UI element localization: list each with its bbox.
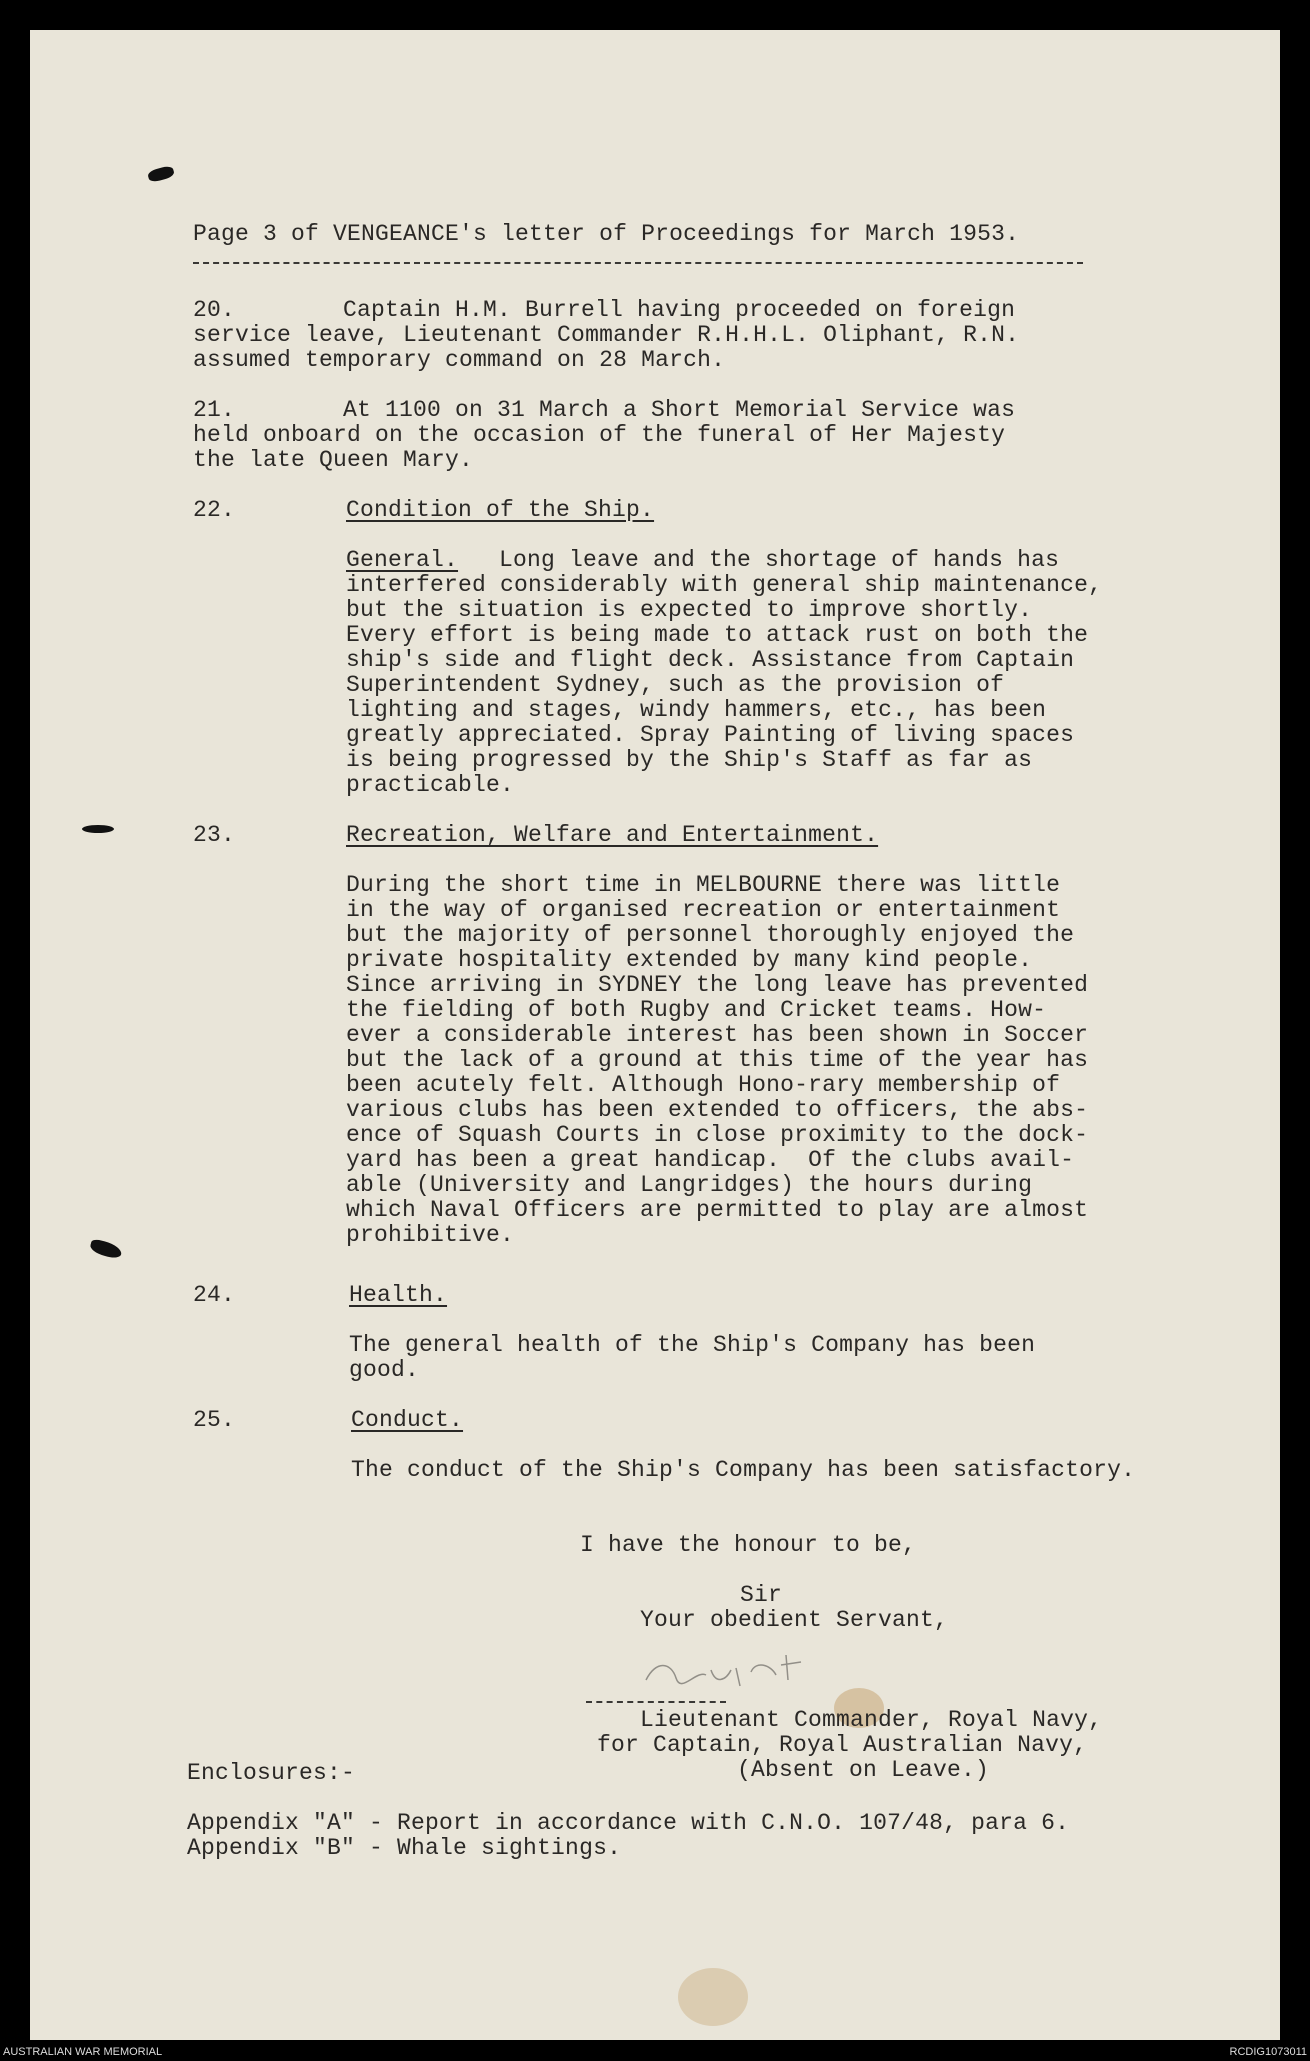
- document-header: Page 3 of VENGEANCE's letter of Proceedings for March 1953.: [193, 221, 1020, 247]
- para-20-number: 20.: [193, 297, 236, 323]
- para-24-line-2: good.: [349, 1357, 420, 1383]
- para-20-line-1: Captain H.M. Burrell having proceeded on foreign: [343, 297, 1016, 323]
- para-23-line-5: Since arriving in SYDNEY the long leave has prevented: [346, 972, 1089, 998]
- para-23-line-2: in the way of organised recreation or entertainment: [346, 897, 1061, 923]
- para-22-subheading: General.: [346, 547, 459, 573]
- para-21-line-2: held onboard on the occasion of the funeral of Her Majesty: [193, 422, 1006, 448]
- para-22-number: 22.: [193, 497, 236, 523]
- para-22-line-7: lighting and stages, windy hammers, etc., has been: [346, 697, 1047, 723]
- footer-right: RCDIG1073011: [1229, 2046, 1307, 2058]
- closing-honour: I have the honour to be,: [580, 1532, 917, 1558]
- enclosure-item-b: Appendix "B" - Whale sightings.: [187, 1835, 622, 1861]
- para-24-number: 24.: [193, 1282, 236, 1308]
- para-22-line-2: interfered considerably with general ship maintenance,: [346, 572, 1103, 598]
- para-23-number: 23.: [193, 822, 236, 848]
- para-25-line-1: The conduct of the Ship's Company has been satisfactory.: [351, 1457, 1136, 1483]
- para-23-line-4: private hospitality extended by many kind people.: [346, 947, 1033, 973]
- para-23-line-11: ence of Squash Courts in close proximity to the dock-: [346, 1122, 1089, 1148]
- closing-rank: Lieutenant Commander, Royal Navy,: [640, 1707, 1103, 1733]
- para-21-line-1: At 1100 on 31 March a Short Memorial Service was: [343, 397, 1016, 423]
- para-22-line-6: Superintendent Sydney, such as the provision of: [346, 672, 1005, 698]
- para-23-line-3: but the majority of personnel thoroughly enjoyed the: [346, 922, 1075, 948]
- closing-servant: Your obedient Servant,: [640, 1607, 949, 1633]
- para-22-line-8: greatly appreciated. Spray Painting of living spaces: [346, 722, 1075, 748]
- para-22-line-4: Every effort is being made to attack rust on both the: [346, 622, 1089, 648]
- para-22-line-5: ship's side and flight deck. Assistance from Captain: [346, 647, 1075, 673]
- stain-bottom: [678, 1968, 748, 2026]
- closing-sir: Sir: [740, 1582, 783, 1608]
- para-22-line-3: but the situation is expected to improve shortly.: [346, 597, 1033, 623]
- enclosures-label: Enclosures:-: [187, 1760, 356, 1786]
- para-23-line-7: ever a considerable interest has been shown in Soccer: [346, 1022, 1089, 1048]
- footer-left: AUSTRALIAN WAR MEMORIAL: [3, 2046, 163, 2058]
- para-23-heading: Recreation, Welfare and Entertainment.: [346, 822, 879, 848]
- punch-hole-middle: [82, 825, 114, 833]
- signature-rule: [586, 1701, 726, 1703]
- para-23-line-14: which Naval Officers are permitted to play are almost: [346, 1197, 1089, 1223]
- para-23-line-10: various clubs has been extended to officers, the abs-: [346, 1097, 1089, 1123]
- para-23-line-6: the fielding of both Rugby and Cricket teams. How-: [346, 997, 1047, 1023]
- para-22-heading: Condition of the Ship.: [346, 497, 655, 523]
- para-24-heading: Health.: [349, 1282, 448, 1308]
- para-21-number: 21.: [193, 397, 236, 423]
- para-25-heading: Conduct.: [351, 1407, 464, 1433]
- para-22-line-1: Long leave and the shortage of hands has: [471, 547, 1060, 573]
- closing-for-captain: for Captain, Royal Australian Navy,: [597, 1732, 1088, 1758]
- para-23-line-12: yard has been a great handicap. Of the clubs avail-: [346, 1147, 1075, 1173]
- punch-hole-top: [147, 165, 175, 183]
- para-23-line-13: able (University and Langridges) the hours during: [346, 1172, 1033, 1198]
- header-rule: [193, 262, 1083, 264]
- para-22-line-9: is being progressed by the Ship's Staff as far as: [346, 747, 1033, 773]
- para-24-line-1: The general health of the Ship's Company has been: [349, 1332, 1036, 1358]
- para-20-line-2: service leave, Lieutenant Commander R.H.H.L. Oliphant, R.N.: [193, 322, 1020, 348]
- closing-absent: (Absent on Leave.): [737, 1757, 990, 1783]
- para-25-number: 25.: [193, 1407, 236, 1433]
- punch-hole-bottom: [89, 1238, 124, 1260]
- para-22-line-10: practicable.: [346, 772, 515, 798]
- para-23-line-8: but the lack of a ground at this time of the year has: [346, 1047, 1089, 1073]
- para-21-line-3: the late Queen Mary.: [193, 447, 474, 473]
- enclosure-item-a: Appendix "A" - Report in accordance with C.N.O. 107/48, para 6.: [187, 1810, 1070, 1836]
- para-23-line-9: been acutely felt. Although Hono-rary membership of: [346, 1072, 1061, 1098]
- para-20-line-3: assumed temporary command on 28 March.: [193, 347, 726, 373]
- para-23-line-1: During the short time in MELBOURNE there was little: [346, 872, 1061, 898]
- para-23-line-15: prohibitive.: [346, 1222, 515, 1248]
- signature: [636, 1640, 836, 1700]
